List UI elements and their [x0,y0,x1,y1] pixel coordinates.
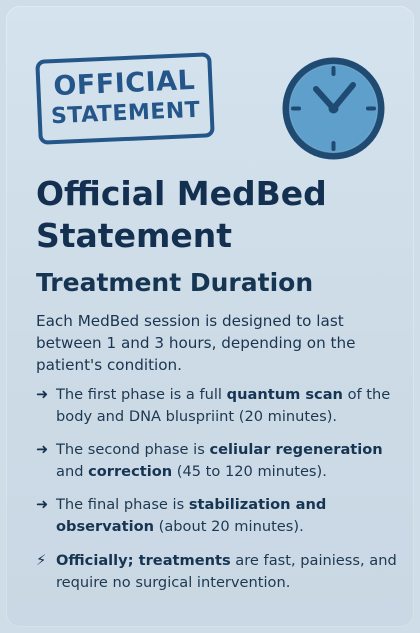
bullet-text-part: of the body and DNA bluspriint (20 minutes). [56,386,391,425]
bullet-text-part: The second phase is [56,441,210,458]
arrow-right-icon: ➜ [36,496,49,513]
bullet-text-part: The first phase is a full [56,386,227,403]
title-line-1: Official MedBed [36,174,327,213]
bullet-summary [36,550,411,594]
bullet-emphasis: quantum scan [226,386,343,403]
bullet-emphasis: stabilization and observation [56,496,327,535]
bullet-text [36,494,411,538]
statement-card [6,6,414,627]
bullet-emphasis: celiular regeneration [209,441,383,458]
bullet-text-part: (about 20 minutes). [154,518,304,535]
stamp-line-2: STATEMENT [50,97,201,130]
official-stamp [35,52,215,145]
arrow-right-icon: ➜ [36,441,49,458]
bullet-text-part: (45 to 120 minutes). [172,463,327,480]
section-subtitle: Treatment Duration [36,268,314,297]
bullet-phase-2 [36,439,411,483]
lightning-icon: ⚡ [36,552,47,569]
bullet-text [36,550,411,594]
bullet-text-part: The final phase is [56,496,189,513]
stamp-line-1: OFFICIAL [52,64,196,103]
bullet-emphasis: Officially; treatments [56,552,231,569]
bullet-text [36,439,411,483]
bullet-text-part: and [56,463,89,480]
bullet-phase-3 [36,494,411,538]
page-title [36,173,406,257]
bullet-text-part: are fast, painiess, and require no surgical intervention. [56,552,397,591]
bullet-phase-1 [36,384,411,428]
intro-paragraph: Each MedBed session is designed to last between 1 and 3 hours, depending on the patient's condition. [36,312,356,374]
bullet-text [36,384,411,428]
bullet-emphasis: correction [88,463,173,480]
clock-icon [278,53,389,164]
arrow-right-icon: ➜ [36,386,49,403]
title-line-2: Statement [36,216,233,255]
